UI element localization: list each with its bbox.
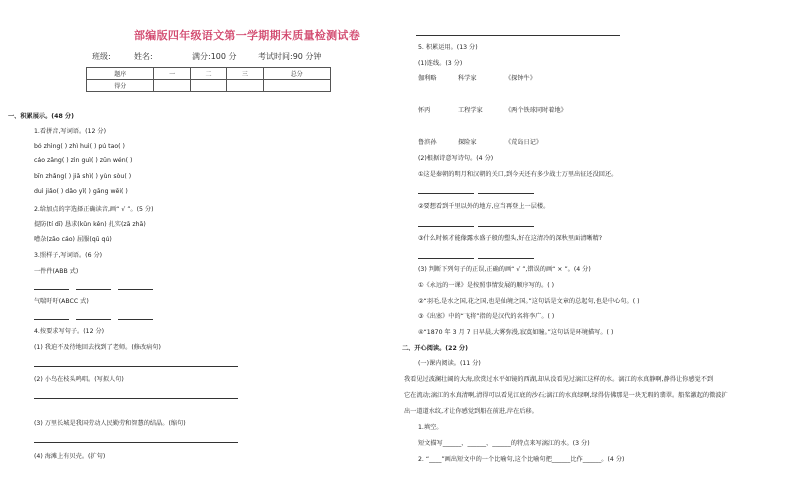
- question-5-3: (3) 判断下列句子的正误,正确的画“ √ ”,错误的画“ × ”。(4 分): [418, 266, 591, 273]
- judge-item[interactable]: ②“羽毛,是水之国,花之国,也是仙境之国。”这句话是文章的总起句,也是中心句。( ): [418, 298, 640, 305]
- reading-passage-line: 我看见过波澜壮阔的大海,欣赏过水平如镜的西湖,却从没看见过漓江这样的水。漓江的水真静啊,静得让你感觉不到: [404, 376, 714, 383]
- pinyin-row: duì jiǎo( ) dǎo yǐ( ) gāng wēi( ): [34, 188, 128, 195]
- judge-item[interactable]: ④“1870 年 3 月 7 日早晨,大雾弥漫,寂寞如瞳。”这句话是环境描写。( ): [418, 329, 614, 336]
- answer-line[interactable]: [478, 193, 534, 194]
- reading-question-2[interactable]: 2. “____”画出短文中的一个比喻句,这个比喻句把______比作______。(4 分): [418, 456, 625, 463]
- match-role[interactable]: 科学家: [458, 75, 477, 82]
- question-2: 2.给加点的字选择正确读音,画“ √ ”。(5 分): [34, 206, 154, 213]
- answer-line[interactable]: [418, 258, 474, 259]
- question-3: 3.照样子,写词语。(6 分): [34, 252, 103, 259]
- question-4-2: (2) 小鸟在枝头鸣唱。(写拟人句): [34, 376, 124, 383]
- question-4-3: (3) 万里长城是我国劳动人民勤劳和智慧的结晶。(缩句): [34, 420, 186, 427]
- score-cell: 得分: [87, 80, 154, 92]
- answer-line[interactable]: [478, 226, 534, 227]
- match-work[interactable]: 《探钟牛》: [505, 75, 536, 82]
- answer-line[interactable]: [418, 193, 474, 194]
- score-cell: 二: [190, 68, 226, 80]
- match-role[interactable]: 探险家: [458, 139, 477, 146]
- reading-question-1: 1.填空。: [418, 424, 443, 431]
- full-score-label: 满分:100 分: [192, 52, 237, 61]
- score-table-header-row: [87, 68, 331, 80]
- reading-passage-line: 出一道道水纹,才让你感觉到船在前进,岸在后移。: [404, 408, 538, 415]
- answer-line[interactable]: [418, 226, 474, 227]
- score-table-score-row: [87, 80, 331, 92]
- question-5-2b: ②要想看到千里以外的地方,应当再登上一层楼。: [418, 203, 550, 210]
- reading-passage-line: 它在流动;漓江的水真清啊,清得可以看见江底的沙石;漓江的水真绿啊,绿得仿佛那是一块无瑕的翡翠。船桨激起的微波扩: [404, 392, 728, 399]
- score-input-cell[interactable]: [154, 80, 190, 92]
- question-5-2c: ③什么时候才能像露水盛子般的塑头,好在这清冷的深秋里面清晰精?: [418, 235, 603, 242]
- question-5-1: (1)连线。(3 分): [418, 60, 463, 67]
- pinyin-row: bó zhìng( ) zhì huì( ) pú tao( ): [34, 143, 125, 150]
- answer-line[interactable]: [34, 366, 238, 367]
- name-label: 姓名:: [134, 52, 153, 61]
- judge-item[interactable]: ③《出塞》中的“飞将”指的是汉代的名将李广。( ): [418, 313, 555, 320]
- pinyin-row: bīn zhǎng( ) jiǎ shì( ) yùn sòu( ): [34, 173, 132, 180]
- answer-line[interactable]: [34, 442, 238, 443]
- score-input-cell[interactable]: [263, 80, 330, 92]
- answer-line[interactable]: [34, 289, 69, 290]
- match-person[interactable]: 鲁滨孙: [418, 139, 437, 146]
- answer-line[interactable]: [416, 35, 620, 36]
- question-2-line-2: 嘈杂(zāo cáo) 屈服(qū qú): [34, 236, 112, 243]
- answer-line[interactable]: [76, 319, 111, 320]
- match-work[interactable]: 《荒岛日记》: [505, 139, 543, 146]
- answer-line[interactable]: [76, 289, 111, 290]
- match-person[interactable]: 伽利略: [418, 75, 437, 82]
- answer-line[interactable]: [478, 258, 534, 259]
- section-1-heading: 一、积累展示。(48 分): [8, 113, 74, 120]
- question-4: 4.按要求写句子。(12 分): [34, 328, 105, 335]
- score-cell: 题序: [87, 68, 154, 80]
- reading-question-1-text[interactable]: 短文描写______、______、______的特点来写漓江的水。(3 分): [418, 440, 590, 447]
- judge-item[interactable]: ①《永远的一课》是按照事情发展的顺序写的。( ): [418, 282, 555, 289]
- match-role[interactable]: 工程学家: [458, 107, 483, 114]
- score-table: [86, 67, 331, 92]
- match-work[interactable]: 《两个铁球同时着地》: [505, 107, 567, 114]
- answer-line[interactable]: [118, 319, 153, 320]
- exam-title: 部编版四年级语文第一学期期末质量检测试卷: [134, 29, 360, 42]
- exam-time-label: 考试时间:90 分钟: [258, 52, 322, 61]
- reading-1-heading: (一)课内阅读。(11 分): [418, 360, 481, 367]
- question-5: 5. 积累运用。(13 分): [418, 44, 478, 51]
- answer-line[interactable]: [118, 289, 153, 290]
- score-cell: 总分: [263, 68, 330, 80]
- question-5-2a: ①这是秦朝的明月和汉朝的关口,到今天还有多少战士万里出征还没回还。: [418, 171, 618, 178]
- question-3-example-a: 一件件(ABB 式): [34, 268, 79, 275]
- class-label: 班级:: [92, 52, 111, 61]
- score-input-cell[interactable]: [227, 80, 263, 92]
- score-input-cell[interactable]: [190, 80, 226, 92]
- question-1: 1.看拼音,写词语。(12 分): [34, 128, 107, 135]
- section-2-heading: 二、开心阅读。(22 分): [402, 345, 468, 352]
- question-3-example-b: 气喘吁吁(ABCC 式): [34, 298, 89, 305]
- question-2-line-1: 提防(tí dī) 恳求(kǔn kěn) 扎实(zā zhā): [34, 221, 146, 228]
- match-person[interactable]: 怀丙: [418, 107, 431, 114]
- question-5-2: (2)根据诗意写诗句。(4 分): [418, 155, 494, 162]
- score-cell: 三: [227, 68, 263, 80]
- question-4-1: (1) 我迫不及待地回去找到了老师。(修改病句): [34, 344, 161, 351]
- score-cell: 一: [154, 68, 190, 80]
- pinyin-row: cáo zāng( ) zìn guì( ) zūn wén( ): [34, 157, 133, 164]
- question-4-4: (4) 海滩上有贝壳。(扩句): [34, 453, 106, 460]
- answer-line[interactable]: [34, 398, 238, 399]
- answer-line[interactable]: [34, 319, 69, 320]
